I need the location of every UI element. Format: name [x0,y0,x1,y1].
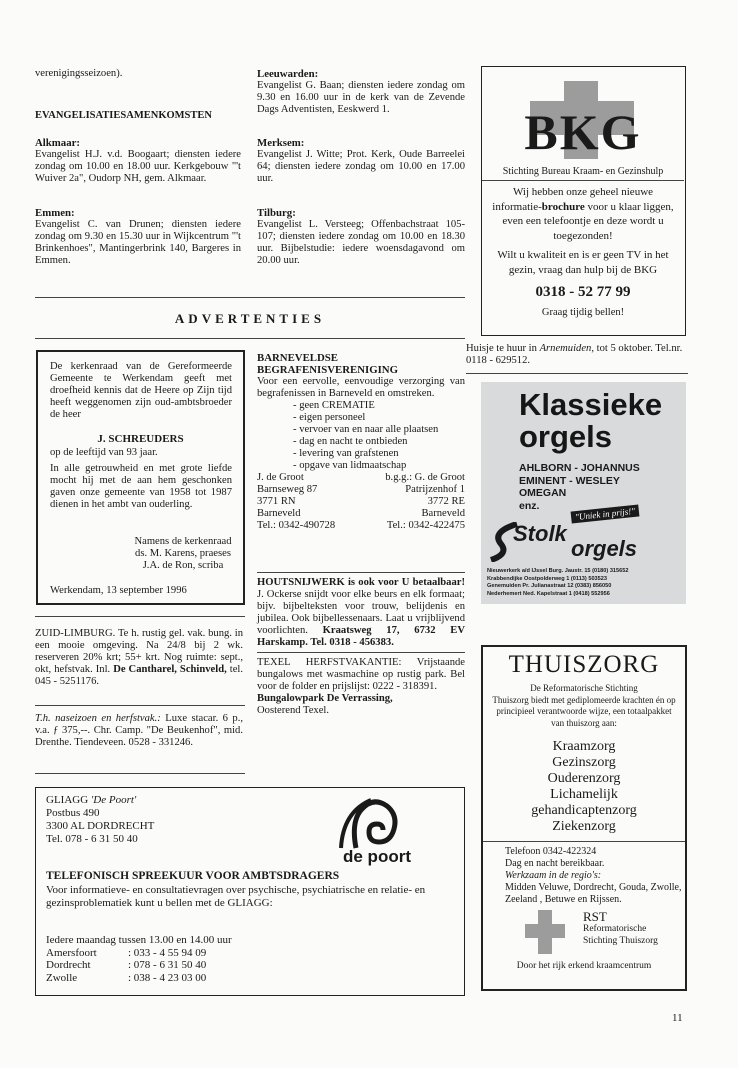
orgels-logo: orgels [571,536,638,561]
list-item: gehandicaptenzorg [531,803,637,818]
col1-intro: verenigingsseizoen). [35,68,123,79]
address-row: Barneveld Barneveld [257,508,465,519]
organs-addresses: Nieuwerkerk a/d IJssel Burg. Jaustr. 15 (0180) 315652 Krabbendijke Oostpolderweg 1 (0113) 503523 Genemuiden Pr. Julianastraat 12 (0383) 856050 Nederhemert Ned. Kapelstraat 1 (0418) 552956 [487,568,629,597]
thuiszorg-services [483,739,685,835]
gliagg-contacts: Iedere maandag tussen 13.00 en 14.00 uur Amersfoort : 033 - 4 55 94 09 Dordrecht : 078 - 6 31 50 40 Zwolle : 038 - 4 23 03 00 [46,934,232,984]
entry-tilburg [257,207,465,267]
entry-text: Evangelist C. van Drunen; diensten iedere zondag om 9.30 en 15.30 uur in Wijkcentrum "'t Brinkenhoes", Mantingerbrink 140, Bargeres in Emmen. [35,219,241,266]
entry-city: Merksem: [257,137,305,149]
list-item: Lichamelijk [550,787,618,802]
list-item: Ouderenzorg [547,771,621,786]
de-poort-logo-icon [333,792,419,852]
divider [35,773,245,774]
bkg-brochure-text: Wij hebben onze geheel nieuwe informatie-brochure voor u klaar liggen, even een telefoontje en deze wordt u toegezonden! [492,186,674,242]
stolk-logo: Stolk [513,521,567,546]
gliagg-body: Voor informatieve- en consultatievragen over psychische, psychiatrische en relatie- en gezinsproblematiek kunt u bellen met de GLIAGG: [46,884,426,909]
obituary-age: op de leeftijd van 93 jaar. [50,447,158,458]
texel-ad: TEXEL HERFSTVAKANTIE: Vrijstaande bungalows met wasmachine op rustig park. Bel voor de folder en prijslijst: 0222 - 318391. Bungalowpark De Verrassing, Oosterend Texel. [257,657,465,716]
entry-city: Alkmaar: [35,137,80,149]
advertenties-title: ADVERTENTIES [174,311,326,326]
list-item: - eigen personeel [293,412,465,424]
entry-city: Tilburg: [257,207,296,219]
organs-title-2: orgels [519,419,613,454]
address-row: Tel.: 0342-490728 Tel.: 0342-422475 [257,520,465,531]
th-camping-ad: T.h. naseizoen en herfstvak.: Luxe stacar. 6 p., v.a. ƒ 375,--. Chr. Camp. "De Beukenhof", mid. Drenthe. Tiendeveen. 0528 - 331246. [35,713,243,748]
list-item: Ziekenzorg [552,819,616,834]
thuiszorg-subtitle: De Reformatorische Stichting Thuiszorg biedt met gediplomeerde krachten én op principieel verantwoorde wijze, een totaalpakket van thuiszorg aan: [492,683,676,728]
thuiszorg-contact: Telefoon 0342-422324 Dag en nacht bereikbaar. Werkzaam in de regio's: Midden Veluwe, Dordrecht, Gouda, Zwolle, Zeeland , Betuwe en Rijssen. [505,846,682,905]
bkg-logo-text: BKG [524,104,642,160]
list-item: - levering van grafstenen [293,448,465,460]
obituary-date: Werkendam, 13 september 1996 [50,585,187,596]
rst-text: RST Reformatorische Stichting Thuiszorg [583,909,658,946]
obituary [36,350,245,605]
list-item: - vervoer van en naar alle plaatsen [293,424,465,436]
bkg-org: Stichting Bureau Kraam- en Gezinshulp [502,166,664,177]
list-item: Gezinszorg [552,755,616,770]
obituary-name: J. SCHREUDERS [97,433,184,445]
list-item: - dag en nacht te ontbieden [293,436,465,448]
barneveldse-ad [257,352,465,532]
gliagg-address: GLIAGG 'De Poort' Postbus 490 3300 AL DORDRECHT Tel. 078 - 6 31 50 40 [46,794,155,845]
bkg-phone: 0318 - 52 77 99 [535,284,631,300]
entry-text: Evangelist G. Baan; diensten iedere zondag om 9.30 en 16.00 uur in de kerk van de Zevende Dags Adventisten, Eeskwerd 1. [257,80,465,115]
service-list [257,400,465,472]
entry-text: Evangelist L. Versteeg; Offenbachstraat 105-107; diensten iedere zondag om 10.00 en 18.30 uur. Bijbelstudie: iedere woensdagavond om 20.00 uur. [257,219,465,266]
section-title: EVANGELISATIESAMENKOMSTEN [35,110,212,121]
divider [35,338,465,339]
page-number: 11 [672,1012,683,1024]
barneveldse-title: BARNEVELDSE BEGRAFENISVERENIGING [257,352,398,376]
divider [483,841,685,842]
zuid-limburg-ad: ZUID-LIMBURG. Te h. rustig gel. vak. bung. in een mooie omgeving. Na 24/8 bij 2 wk. reserveren 20% krt; 55+ krt. Nog ruimte: sept., okt, hefstvak. Inl. De Cantharel, Schinveld, tel. 045 - 5251176. [35,628,243,687]
divider [35,616,245,617]
gliagg-heading: TELEFONISCH SPREEKUUR VOOR AMBTSDRAGERS [46,870,340,882]
obituary-tribute: In alle getrouwheid en met grote liefde mocht hij met de aan hem geschonken gaven onze gemeente van 1958 tot 1987 dienen in het ambt van ouderling. [50,463,232,510]
houtsnijwerk-ad: HOUTSNIJWERK is ook voor U betaalbaar! J. Ockerse snijdt voor elke beurs en elk formaat; bijv. bijbelteksten voor trouw, belijdenis en jubilea. Ook bijbellessenaars. Laat u vrijblijvend voorlichten. Kraatsweg 17, 6732 EV Harskamp. Tel. 0318 - 456383. [257,577,465,648]
organs-brands: AHLBORN - JOHANNUS EMINENT - WESLEY OMEGAN enz. [519,462,640,512]
divider [257,652,465,653]
entry-merksem [257,137,465,185]
divider [35,705,245,706]
address-row: J. de Groot b.g.g.: G. de Groot [257,472,465,483]
obituary-signature: Namens de kerkenraad ds. M. Karens, praeses J.A. de Ron, scriba [134,536,232,571]
address-row: 3771 RN 3772 RE [257,496,465,507]
entry-alkmaar [35,137,241,185]
bkg-quality-text: Wilt u kwaliteit en is er geen TV in het gezin, vraag dan hulp bij de BKG [497,249,669,276]
divider [482,180,684,181]
bkg-closing: Graag tijdig bellen! [541,307,625,318]
rst-cross-logo-icon [525,910,565,954]
entry-city: Emmen: [35,207,75,219]
thuiszorg-title: THUISZORG [508,651,660,678]
huisje-ad: Huisje te huur in Arnemuiden, tot 5 oktober. Tel.nr. 0118 - 629512. [466,343,683,366]
entry-emmen [35,207,241,267]
entry-city: Leeuwarden: [257,68,319,80]
gliagg-ad [35,787,465,996]
list-item: - geen CREMATIE [293,400,465,412]
divider [257,572,465,573]
entry-text: Evangelist H.J. v.d. Boogaart; diensten iedere zondag om 10.00 en 18.00 uur. Kerkgebouw "'t Wuiver 2a", Oudorp NH, gem. Alkmaar. [35,149,241,184]
address-row: Barnseweg 87 Patrijzenhof 1 [257,484,465,495]
organs-title: Klassieke [519,387,663,422]
thuiszorg-ad [481,645,687,991]
de-poort-logo-text: de poort [343,847,411,866]
divider [35,297,465,298]
divider [466,373,688,374]
entry-text: Evangelist J. Witte; Prot. Kerk, Oude Barreelei 64; diensten iedere zondag om 10.00 en 17.00 uur. [257,149,465,184]
list-item: - opgave van lidmaatschap [293,460,465,472]
barneveldse-intro: Voor een eervolle, eenvoudige verzorging van begrafenissen in Barneveld en omstreken. [257,376,465,399]
bkg-ad [481,66,686,336]
unique-price-badge: "Uniek in prijs!" [571,504,640,523]
thuiszorg-recognized: Door het rijk erkend kraamcentrum [516,961,652,971]
entry-leeuwarden [257,68,465,116]
obituary-intro: De kerkenraad van de Gereformeerde Gemeente te Werkendam geeft met droefheid kennis dat de Heere op Zijn tijd heeft weggenomen zijn oud-ambtsbroeder de heer [50,361,232,420]
list-item: Kraamzorg [552,739,616,754]
organs-ad [481,382,686,604]
